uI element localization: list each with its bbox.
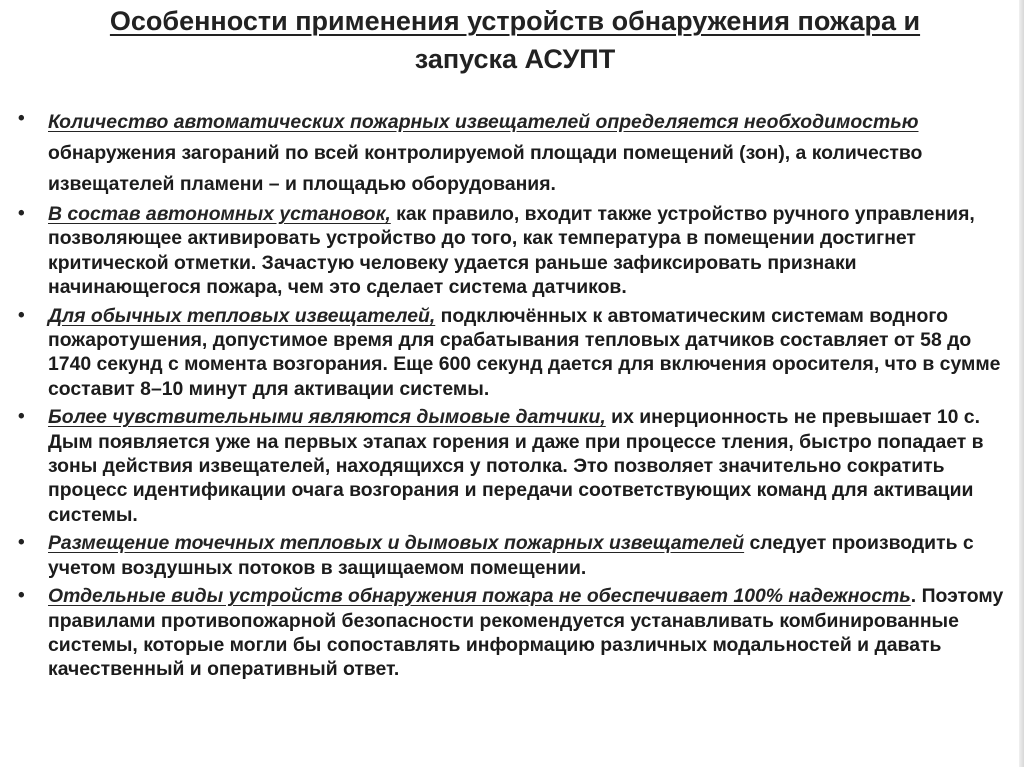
bullet-marker: • xyxy=(18,406,25,428)
bullet-marker: • xyxy=(18,532,25,554)
bullet-item-2 xyxy=(18,202,1008,300)
bullet-lead-text: В состав автономных установок, xyxy=(48,203,391,225)
bullet-lead-text: Более чувствительными являются дымовые датчики, xyxy=(48,406,606,429)
bullet-item-4 xyxy=(18,405,1008,527)
bullet-lead-text: Для обычных тепловых извещателей, xyxy=(48,304,436,327)
slide-title-line-2: запуска АСУПТ xyxy=(414,44,616,74)
bullet-marker: • xyxy=(18,203,25,224)
bullet-item-5 xyxy=(18,531,1008,580)
bullet-body-text: следует производить с учетом воздушных потоков в защищаемом помещении. xyxy=(48,532,974,579)
slide-title xyxy=(40,2,990,78)
bullet-marker: • xyxy=(18,585,25,607)
bullet-marker: • xyxy=(18,108,25,129)
bullet-lead-text: Количество автоматических пожарных извещателей определяется необходимостью xyxy=(48,111,919,133)
bullet-lead-text: Размещение точечных тепловых и дымовых пожарных извещателей xyxy=(48,532,745,555)
bullet-item-3 xyxy=(18,304,1008,402)
bullet-body-text: как правило, входит также устройство ручного управления, позволяющее активировать устройство до того, как температура в помещении достигнет критической отметки. Зачастую человеку удается раньше зафиксировать признаки начинающегося пожара, чем это сделает система датчиков. xyxy=(48,203,975,299)
bullet-body-text: . Поэтому правилами противопожарной безопасности рекомендуется устанавливать комбинированные системы, которые могли бы сопоставлять информацию различных модальностей и давать качественный и оперативный ответ. xyxy=(48,585,1004,681)
bullet-body-text: подключённых к автоматическим системам водного пожаротушения, допустимое время для срабатывания тепловых датчиков составляет от 58 до 1740 секунд с момента возгорания. Еще 600 секунд дается для включения оросителя, что в сумме составит 8–10 минут для активации системы. xyxy=(48,304,1001,400)
bullet-item-6 xyxy=(18,584,1008,682)
slide-title-line-1: Особенности применения устройств обнаружения пожара и xyxy=(109,6,921,36)
bullet-list xyxy=(18,107,1008,686)
slide-edge-shadow xyxy=(1019,0,1024,767)
bullet-lead-text: Отдельные виды устройств обнаружения пожара не обеспечивает 100% надежность xyxy=(48,585,911,608)
bullet-body-text: обнаружения загораний по всей контролируемой площади помещений (зон), а количество извещателей пламени – и площадью оборудования. xyxy=(48,142,923,195)
bullet-item-1 xyxy=(18,107,1008,200)
bullet-marker: • xyxy=(18,304,25,326)
bullet-body-text: их инерционность не превышает 10 с. Дым появляется уже на первых этапах горения и даже при процессе тления, быстро попадает в зоны действия извещателей, находящихся у потолка. Это позволяет значительно сократить процесс идентификации очага возгорания и передачи соответствующих команд для активации системы. xyxy=(48,406,984,526)
